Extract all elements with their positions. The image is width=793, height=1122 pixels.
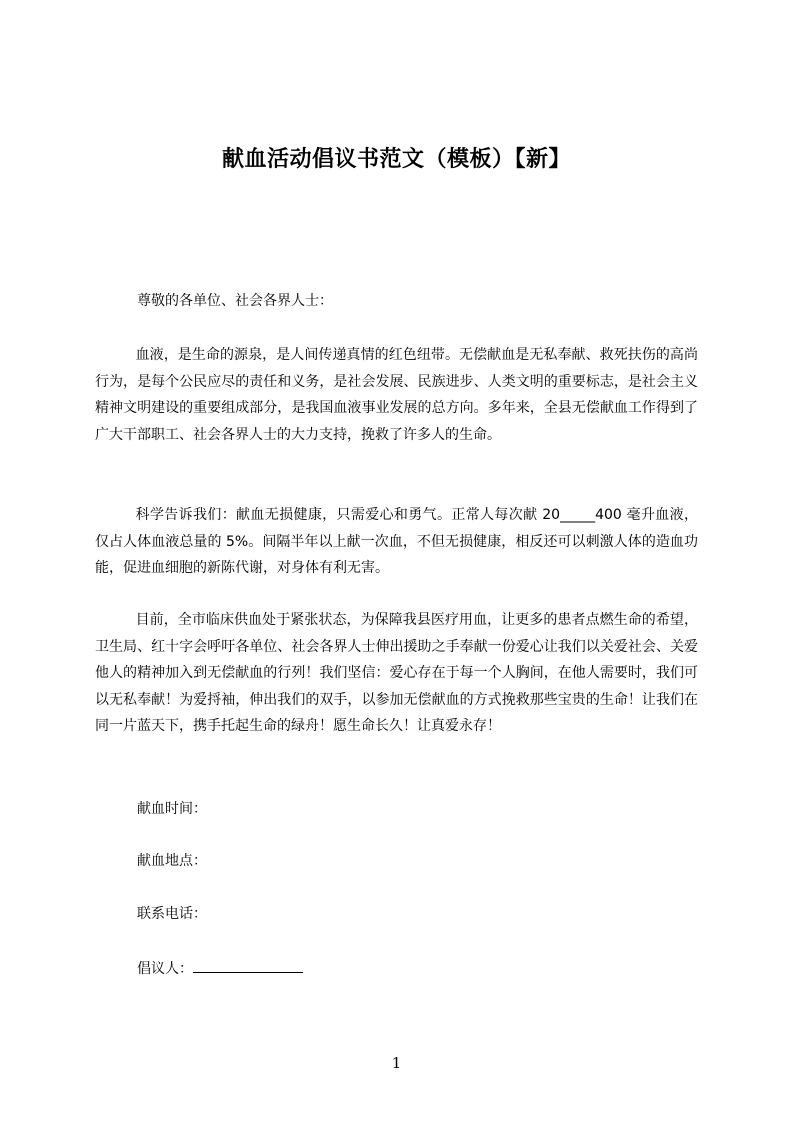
paragraph-3: 目前，全市临床供血处于紧张状态，为保障我县医疗用血，让更多的患者点燃生命的希望，卫生局、红十字会呼吁各单位、社会各界人士伸出援助之手奉献一份爱心让我们以关爱社会、关爱他人的精神加入到无偿献血的行列！我们坚信：爱心存在于每一个人胸间，在他人需要时，我们可以无私奉献！为爱捋袖，伸出我们的双手，以参加无偿献血的方式挽救那些宝贵的生命！让我们在同一片蓝天下，携手托起生命的绿舟！愿生命长久！让真爱永存！ bbox=[95, 612, 698, 734]
paragraph-1: 血液，是生命的源泉，是人间传递真情的红色纽带。无偿献血是无私奉献、救死扶伤的高尚行为，是每个公民应尽的责任和义务，是社会发展、民族进步、人类文明的重要标志，是社会主义精神文明建设的重要组成部分，是我国血液事业发展的总方向。多年来，全县无偿献血工作得到了广大干部职工、社会各界人士的大力支持，挽救了许多人的生命。 bbox=[95, 347, 698, 443]
donation-location-label: 献血地点： bbox=[137, 853, 207, 869]
document-title: 献血活动倡议书范文（模板）【新】 bbox=[221, 147, 571, 172]
initiator-field bbox=[137, 956, 303, 982]
contact-phone-label: 联系电话： bbox=[137, 906, 207, 922]
page-number: 1 bbox=[391, 1054, 402, 1072]
donation-time-label: 献血时间： bbox=[137, 801, 207, 817]
initiator-label: 倡议人： bbox=[137, 961, 193, 977]
initiator-blank-line bbox=[193, 958, 303, 973]
paragraph-2: 科学告诉我们：献血无损健康，只需爱心和勇气。正常人每次献 20_____400 毫升血液，仅占人体血液总量的 5%。间隔半年以上献一次血，不但无损健康，相反还可以刺激人体的造血功能，促进血细胞的新陈代谢，对身体有利无害。 bbox=[95, 507, 698, 576]
salutation: 尊敬的各单位、社会各界人士： bbox=[137, 293, 333, 309]
